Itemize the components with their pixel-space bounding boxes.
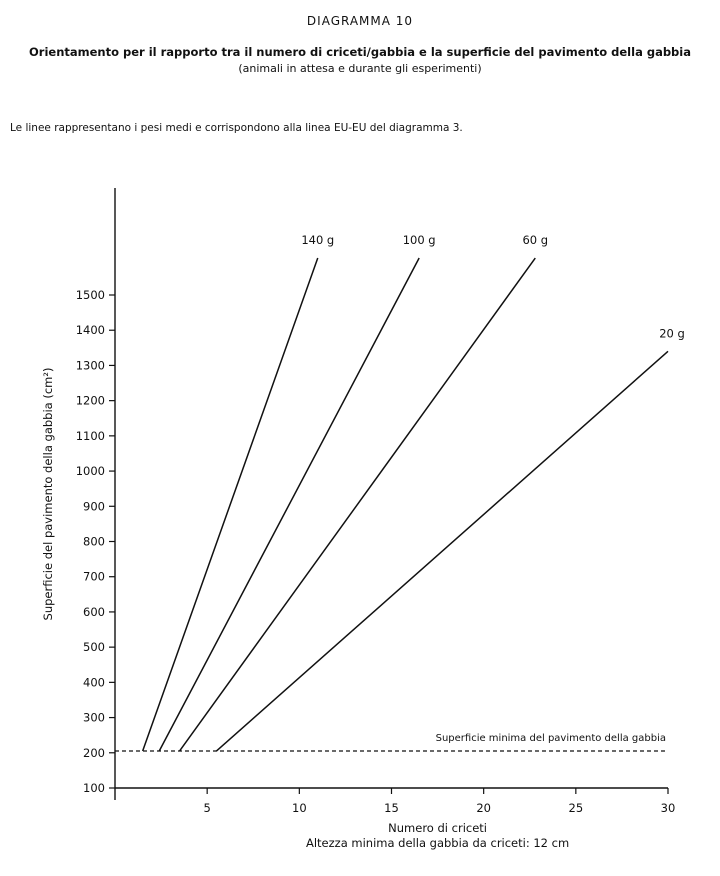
y-tick-label: 1100 [75, 428, 105, 443]
y-tick-label: 1500 [75, 288, 105, 302]
y-tick-label: 100 [83, 781, 105, 795]
y-axis-ticks [76, 288, 115, 795]
axis-labels [41, 368, 569, 850]
x-tick-label: 10 [292, 801, 307, 815]
y-tick-label: 200 [83, 745, 105, 760]
series-line [143, 258, 318, 751]
y-tick-label: 700 [83, 569, 105, 584]
y-tick-label: 300 [83, 710, 105, 725]
chart-title: Orientamento per il rapporto tra il numero di criceti/gabbia e la superficie del pavimento della gabbia [29, 45, 691, 59]
x-tick-label: 15 [384, 801, 399, 815]
series-line [159, 258, 419, 751]
series-lines [115, 233, 685, 751]
y-tick-label: 800 [83, 534, 105, 549]
series-line [216, 351, 668, 751]
x-tick-label: 25 [568, 801, 584, 815]
series-label: 140 g [301, 233, 335, 248]
y-tick-label: 1300 [75, 358, 105, 373]
chart-note: Le linee rappresentano i pesi medi e corrispondono alla linea EU-EU del diagramma 3. [10, 122, 463, 134]
y-tick-label: 600 [83, 604, 105, 619]
diagram-label: DIAGRAMMA 10 [306, 14, 414, 28]
y-tick-label: 1200 [75, 393, 105, 408]
x-tick-label: 20 [476, 801, 491, 815]
y-axis-label: Superficie del pavimento della gabbia (cm²) [41, 367, 55, 621]
y-tick-label: 400 [83, 675, 105, 690]
series-label: 20 g [659, 326, 685, 341]
y-tick-label: 1000 [75, 464, 105, 479]
series-label: 100 g [402, 233, 436, 248]
y-tick-label: 500 [83, 640, 105, 655]
y-tick-label: 900 [83, 499, 105, 514]
axes [115, 188, 668, 800]
x-tick-label: 30 [660, 801, 676, 815]
x-axis-sublabel: Altezza minima della gabbia da criceti: 12 cm [305, 836, 570, 850]
x-tick-label: 5 [203, 801, 211, 815]
reference-line-label: Superficie minima del pavimento della gabbia [435, 733, 666, 745]
chart-subtitle: (animali in attesa e durante gli esperimenti) [238, 62, 482, 75]
y-tick-label: 1400 [75, 323, 105, 338]
x-axis-ticks [204, 788, 676, 815]
series-line [180, 258, 536, 751]
series-label: 60 g [522, 233, 549, 248]
x-axis-label: Numero di criceti [388, 821, 488, 835]
